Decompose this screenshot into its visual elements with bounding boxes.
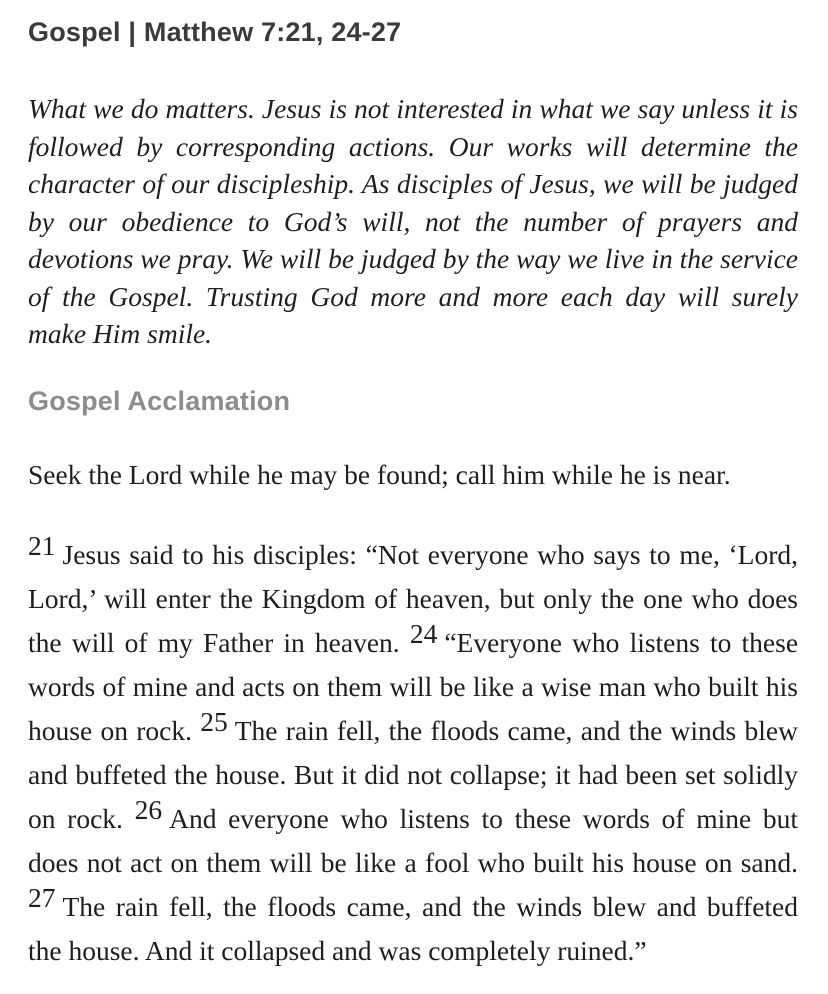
verse-text: The rain fell, the floods came, and the winds blew and buffeted the house. But it did not collapse; it had been set solidly on rock.: [28, 714, 798, 834]
gospel-acclamation-text: Seek the Lord while he may be found; call him while he is near.: [28, 458, 731, 490]
page-title: Gospel | Matthew 7:21, 24-27: [28, 17, 402, 47]
verse-text: “Everyone who listens to these words of mine and acts on them will be like a wise man who built his house on rock.: [28, 626, 799, 746]
gospel-passage: 21 Jesus said to his disciples: “Not everyone who says to me, ‘Lord, Lord,’ will enter the Kingdom of heaven, but only the one who does the will of my Father in heaven. 24 “Everyone who listens to these words of mine and acts on them will be like a wise man who built his house on rock. 25 The rain fell, the floods came, and the winds blew and buffeted the house. But it did not collapse; it had been set solidly on rock. 26 And everyone who listens to these words of mine but does not act on them will be like a fool who built his house on sand. 27 The rain fell, the floods came, and the winds blew and buffeted the house. And it collapsed and was completely ruined.”: [28, 529, 799, 966]
reflection-paragraph: What we do matters. Jesus is not interested in what we say unless it is followed by corresponding actions. Our works will determine the character of our discipleship. As disciples of Jesus, we will be judged by our obedience to God’s will, not the number of prayers and devotions we pray. We will be judged by the way we live in the service of the Gospel. Trusting God more and more each day will surely make Him smile.: [28, 93, 798, 349]
verse-text: And everyone who listens to these words of mine but does not act on them will be like a fool who built his house on sand.: [28, 802, 798, 878]
gospel-acclamation-heading: Gospel Acclamation: [28, 385, 291, 416]
verse-text: Jesus said to his disciples: “Not everyone who says to me, ‘Lord, Lord,’ will enter the Kingdom of heaven, but only the one who does the will of my Father in heaven.: [28, 538, 798, 658]
verse-text: The rain fell, the floods came, and the winds blew and buffeted the house. And it collapsed and was completely ruined.”: [28, 890, 798, 966]
